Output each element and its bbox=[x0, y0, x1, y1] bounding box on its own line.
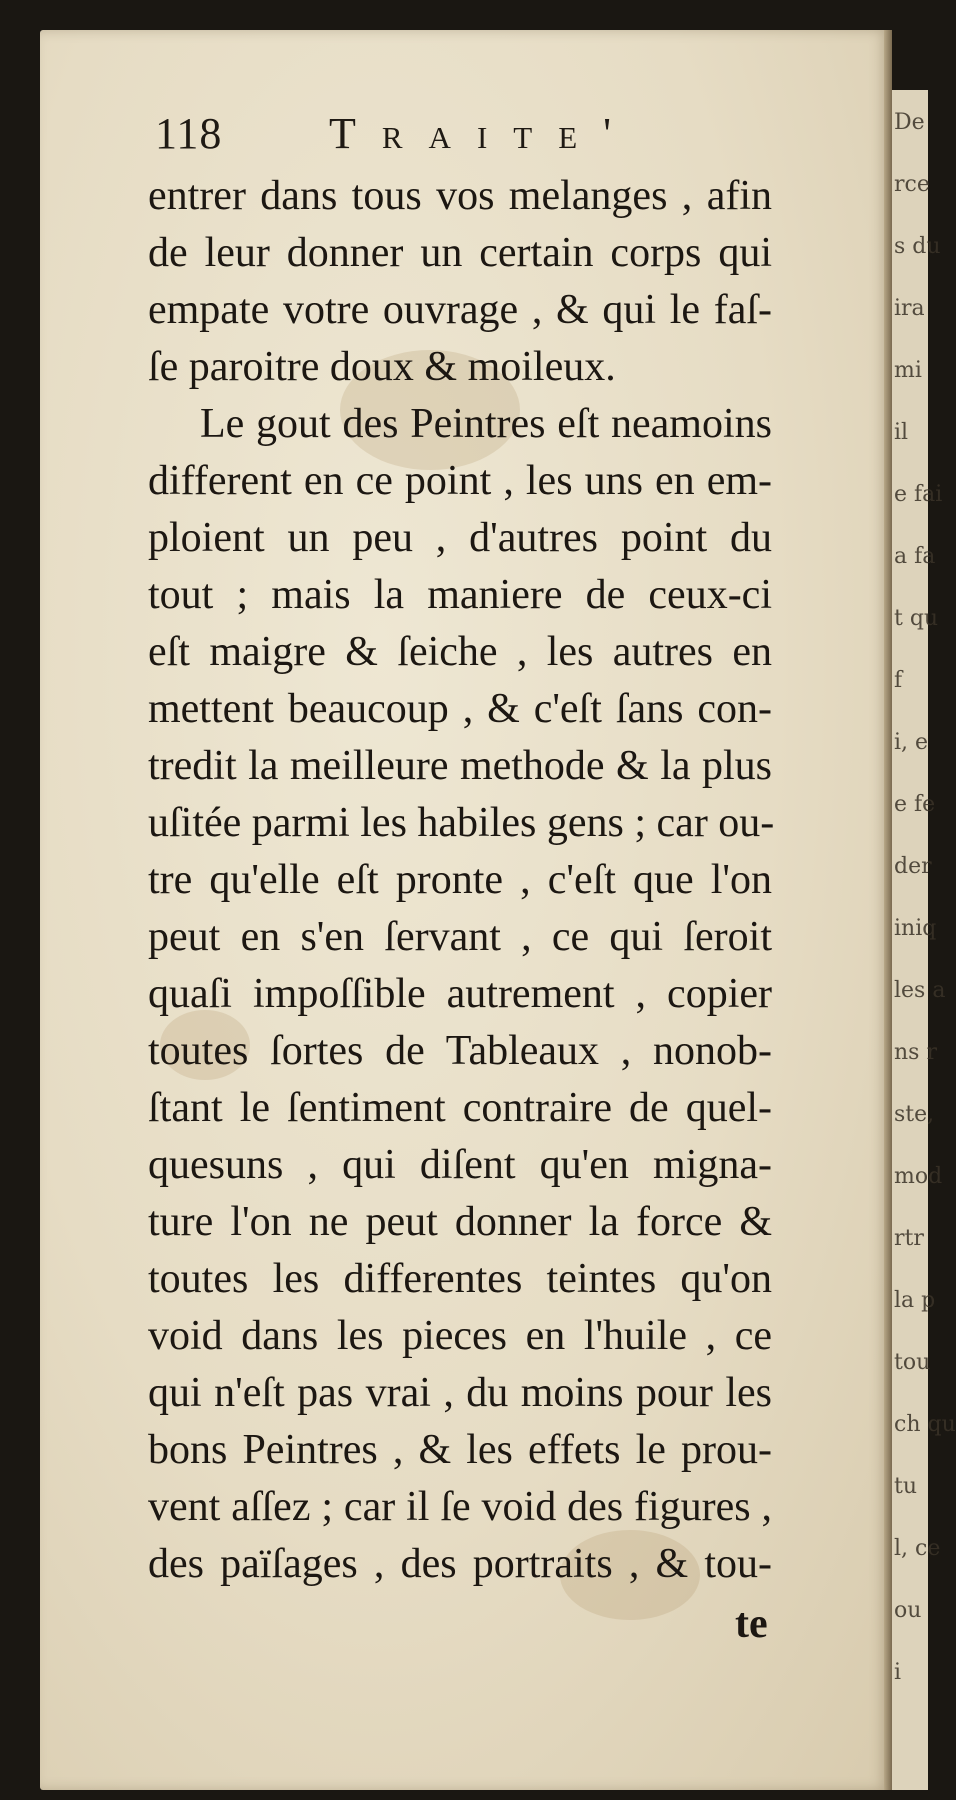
adjacent-page-fragment: i, e bbox=[894, 730, 929, 755]
adjacent-page-fragment: ns r bbox=[894, 1040, 937, 1065]
adjacent-page-fragment: i bbox=[894, 1660, 902, 1685]
text-line: quesuns , qui diſent qu'en migna- bbox=[148, 1142, 772, 1188]
catchword: te bbox=[735, 1601, 768, 1647]
text-line: de leur donner un certain corps qui bbox=[148, 230, 772, 276]
adjacent-page-fragment: f bbox=[894, 668, 903, 693]
adjacent-page-fragment: ch qu bbox=[894, 1412, 956, 1437]
text-line: des païſages , des portraits , & tou- bbox=[148, 1541, 772, 1587]
adjacent-page-fragment: tu bbox=[894, 1474, 918, 1499]
text-line: tredit la meilleure methode & la plus bbox=[148, 743, 772, 789]
text-line: ſtant le ſentiment contraire de quel- bbox=[148, 1085, 772, 1131]
adjacent-page-fragment: rtr bbox=[894, 1226, 924, 1251]
adjacent-page-fragment: les a bbox=[894, 978, 946, 1003]
text-line: ſe paroitre doux & moileux. bbox=[148, 344, 616, 390]
adjacent-page-fragment: s du bbox=[894, 234, 941, 259]
text-line: entrer dans tous vos melanges , afin bbox=[148, 173, 772, 219]
text-line: void dans les pieces en l'huile , ce bbox=[148, 1313, 772, 1359]
text-line: different en ce point , les uns en em- bbox=[148, 458, 772, 504]
adjacent-page-fragment: e fai bbox=[894, 482, 943, 507]
text-line: mettent beaucoup , & c'eſt ſans con- bbox=[148, 686, 772, 732]
adjacent-page-fragment: De bbox=[894, 110, 925, 135]
text-line: tout ; mais la maniere de ceux-ci bbox=[148, 572, 772, 618]
adjacent-page-fragment: rce bbox=[894, 172, 930, 197]
adjacent-page-fragment: il bbox=[894, 420, 909, 445]
text-line: ploient un peu , d'autres point du bbox=[148, 515, 772, 561]
adjacent-page-fragment: e fe bbox=[894, 792, 936, 817]
text-line: toutes les differentes teintes qu'on bbox=[148, 1256, 772, 1302]
text-line: bons Peintres , & les effets le prou- bbox=[148, 1427, 772, 1473]
text-line: Le gout des Peintres eſt neamoins bbox=[200, 401, 772, 447]
text-line: empate votre ouvrage , & qui le faſ- bbox=[148, 287, 772, 333]
text-line: uſitée parmi les habiles gens ; car ou- bbox=[148, 800, 775, 846]
adjacent-page-edge bbox=[892, 90, 956, 1790]
text-line: qui n'eſt pas vrai , du moins pour les bbox=[148, 1370, 772, 1416]
text-line: toutes ſortes de Tableaux , nonob- bbox=[148, 1028, 772, 1074]
adjacent-page-fragment: l, ce bbox=[894, 1536, 941, 1561]
text-line: vent aſſez ; car il ſe void des figures , bbox=[148, 1484, 772, 1530]
book-gutter bbox=[884, 30, 892, 1790]
adjacent-page-fragment: ste, bbox=[894, 1102, 935, 1127]
text-line: eſt maigre & ſeiche , les autres en bbox=[148, 629, 772, 675]
adjacent-page-fragment: la p bbox=[894, 1288, 936, 1313]
page-header bbox=[155, 108, 835, 168]
adjacent-page-fragment: tou bbox=[894, 1350, 931, 1375]
adjacent-page-fragment: der bbox=[894, 854, 932, 879]
running-title: Traite' bbox=[329, 109, 638, 158]
adjacent-page-fragment: mod bbox=[894, 1164, 943, 1189]
adjacent-page-fragment: ira bbox=[894, 296, 925, 321]
adjacent-page-fragment: a fa bbox=[894, 544, 936, 569]
text-line: peut en s'en ſervant , ce qui ſeroit bbox=[148, 914, 772, 960]
page-number: 118 bbox=[155, 109, 223, 158]
body-text bbox=[148, 168, 775, 1593]
adjacent-page-fragment: t qu bbox=[894, 606, 939, 631]
adjacent-page-fragment: ou bbox=[894, 1598, 922, 1623]
text-line: ture l'on ne peut donner la force & bbox=[148, 1199, 772, 1245]
text-line: quaſi impoſſible autrement , copier bbox=[148, 971, 772, 1017]
text-line: tre qu'elle eſt pronte , c'eſt que l'on bbox=[148, 857, 772, 903]
adjacent-page-fragment: iniq bbox=[894, 916, 937, 941]
adjacent-page-fragment: mi bbox=[894, 358, 922, 383]
